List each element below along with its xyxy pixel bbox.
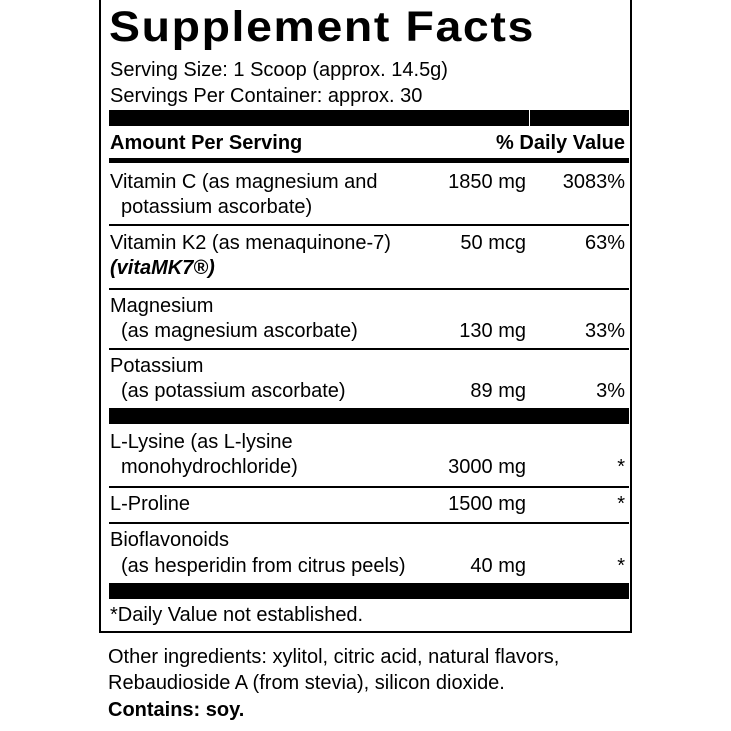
row-magnesium-amount: 130 mg: [459, 320, 526, 342]
row-l-lysine-name: L-Lysine (as L-lysine: [110, 431, 293, 453]
serving-size: Serving Size: 1 Scoop (approx. 14.5g): [110, 59, 448, 81]
row-magnesium-dv: 33%: [584, 320, 625, 342]
row-bioflavonoids-amount: 40 mg: [470, 555, 526, 577]
row-magnesium-name: Magnesium: [110, 295, 214, 317]
divider-thick-middle: [109, 408, 629, 424]
row-l-proline-amount: 1500 mg: [448, 493, 526, 515]
row-vitamin-c-amount: 1850 mg: [448, 171, 526, 193]
row-vitamin-c-dv: 3083%: [562, 171, 625, 193]
header-daily-value: % Daily Value: [496, 132, 625, 154]
supplement-facts-panel: [99, 0, 632, 633]
row-divider: [109, 224, 629, 226]
row-l-lysine-form: monohydrochloride): [121, 456, 298, 478]
other-ingredients-line-1: Other ingredients: xylitol, citric acid, natural flavors,: [108, 646, 560, 668]
header-amount-per-serving: Amount Per Serving: [110, 132, 303, 154]
row-vitamin-k2-name: Vitamin K2 (as menaquinone-7): [110, 232, 391, 254]
servings-per-container: Servings Per Container: approx. 30: [110, 85, 423, 107]
other-ingredients-line-2: Rebaudioside A (from stevia), silicon dioxide.: [108, 672, 505, 694]
row-bioflavonoids-dv: *: [617, 555, 625, 577]
row-potassium-amount: 89 mg: [470, 380, 526, 402]
row-divider: [109, 522, 629, 524]
row-l-lysine-amount: 3000 mg: [448, 456, 526, 478]
row-l-proline-name: L-Proline: [110, 493, 191, 515]
panel-title: Supplement Facts: [109, 3, 535, 51]
divider-header: [109, 158, 629, 163]
column-separator: [529, 110, 530, 126]
row-bioflavonoids-form: (as hesperidin from citrus peels): [121, 555, 406, 577]
divider-thick-bottom: [109, 583, 629, 599]
row-l-proline-dv: *: [617, 493, 625, 515]
row-vitamin-k2-amount: 50 mcg: [460, 232, 526, 254]
row-vitamin-k2-brand: (vitaMK7®): [110, 257, 215, 279]
contains-allergen: Contains: soy.: [108, 699, 245, 721]
divider-thick-top: [109, 110, 629, 126]
row-magnesium-form: (as magnesium ascorbate): [121, 320, 358, 342]
row-divider: [109, 348, 629, 350]
row-vitamin-k2-dv: 63%: [584, 232, 625, 254]
row-vitamin-c-form: potassium ascorbate): [121, 196, 313, 218]
row-potassium-dv: 3%: [596, 380, 625, 402]
footnote: *Daily Value not established.: [110, 604, 364, 626]
row-divider: [109, 288, 629, 290]
row-bioflavonoids-name: Bioflavonoids: [110, 529, 229, 551]
row-vitamin-c-name: Vitamin C (as magnesium and: [110, 171, 378, 193]
row-potassium-form: (as potassium ascorbate): [121, 380, 346, 402]
row-l-lysine-dv: *: [617, 456, 625, 478]
row-potassium-name: Potassium: [110, 355, 204, 377]
row-divider: [109, 486, 629, 488]
